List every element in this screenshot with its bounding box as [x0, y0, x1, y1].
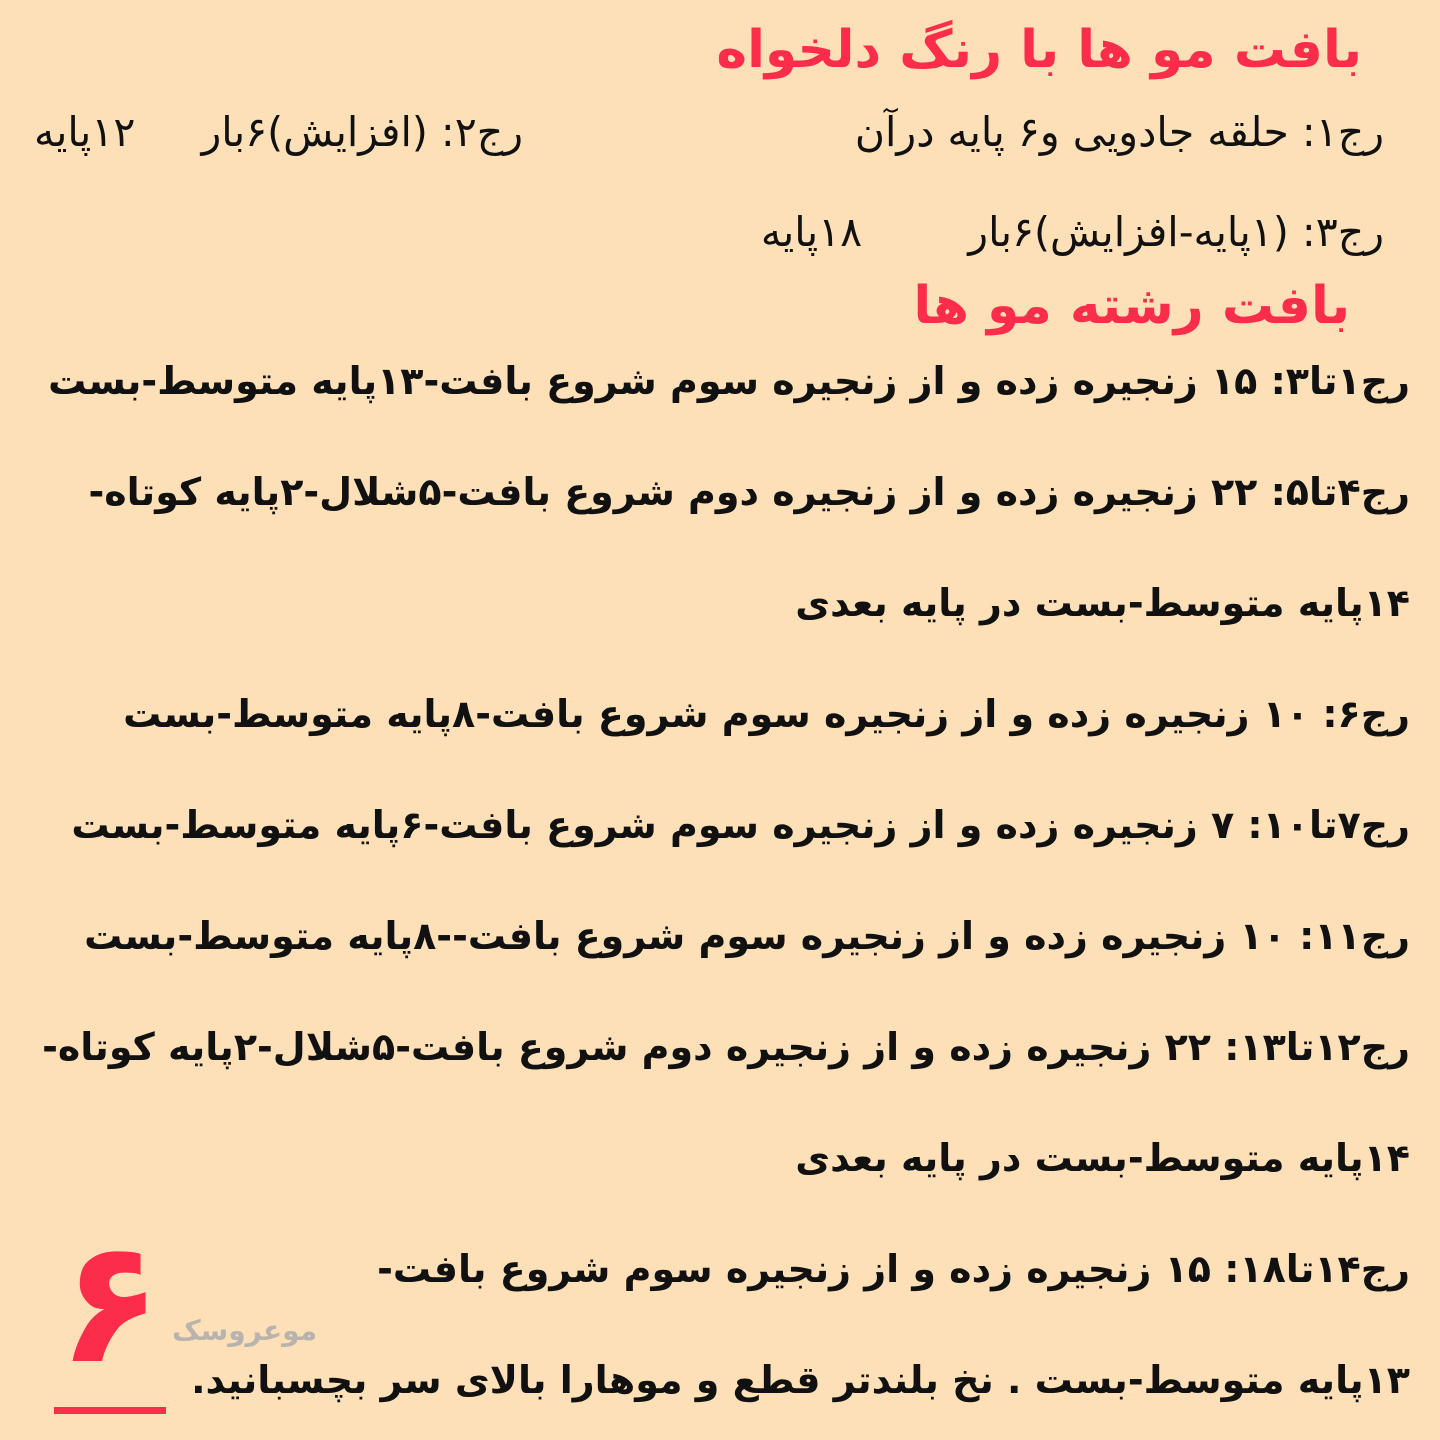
- strand-line-4: رج۶: ۱۰ زنجیره زده و از زنجیره سوم شروع بافت-۸پایه متوسط-بست: [123, 692, 1410, 736]
- strand-line-2: رج۴تا۵: ۲۲ زنجیره زده و از زنجیره دوم شروع بافت-۵شلال-۲پایه کوتاه-: [88, 470, 1410, 514]
- strand-line-6: رج۱۱: ۱۰ زنجیره زده و از زنجیره سوم شروع بافت--۸پایه متوسط-بست: [84, 914, 1410, 958]
- strand-line-8: ۱۴پایه متوسط-بست در پایه بعدی: [795, 1136, 1410, 1180]
- page-number-underline: [54, 1407, 166, 1414]
- round-2-count: ۱۲پایه: [34, 108, 136, 156]
- strand-line-5: رج۷تا۱۰: ۷ زنجیره زده و از زنجیره سوم شروع بافت-۶پایه متوسط-بست: [71, 803, 1410, 847]
- strand-line-9: رج۱۴تا۱۸: ۱۵ زنجیره زده و از زنجیره سوم شروع بافت-: [377, 1247, 1410, 1291]
- round-2-label: رج۲:: [440, 108, 524, 156]
- round-3-label: رج۳:: [1301, 208, 1384, 256]
- round-3-count: ۱۸پایه: [760, 208, 863, 256]
- section-title: بافت رشته مو ها: [913, 276, 1350, 336]
- round-3-line: [760, 208, 1384, 256]
- round-2-instruction: (افزایش)۶بار: [201, 108, 428, 156]
- watermark: موعروسک: [172, 1314, 318, 1347]
- round-3-instruction: (۱پایه-افزایش)۶بار: [968, 208, 1289, 256]
- page-number-badge: [52, 1204, 168, 1414]
- strand-line-10: ۱۳پایه متوسط-بست . نخ بلندتر قطع و موهارا بالای سر بچسبانید.: [191, 1358, 1410, 1402]
- page-number: ۶: [58, 1204, 162, 1402]
- round-2-line: [34, 108, 524, 156]
- round-1-text: رج۱: حلقه جادویی و۶ پایه درآن: [854, 108, 1384, 156]
- strand-line-1: رج۱تا۳: ۱۵ زنجیره زده و از زنجیره سوم شروع بافت-۱۳پایه متوسط-بست: [48, 359, 1410, 403]
- page-title: بافت مو ها با رنگ دلخواه: [716, 20, 1362, 80]
- strand-line-7: رج۱۲تا۱۳: ۲۲ زنجیره زده و از زنجیره دوم شروع بافت-۵شلال-۲پایه کوتاه-: [42, 1025, 1410, 1069]
- strand-line-3: ۱۴پایه متوسط-بست در پایه بعدی: [795, 581, 1410, 625]
